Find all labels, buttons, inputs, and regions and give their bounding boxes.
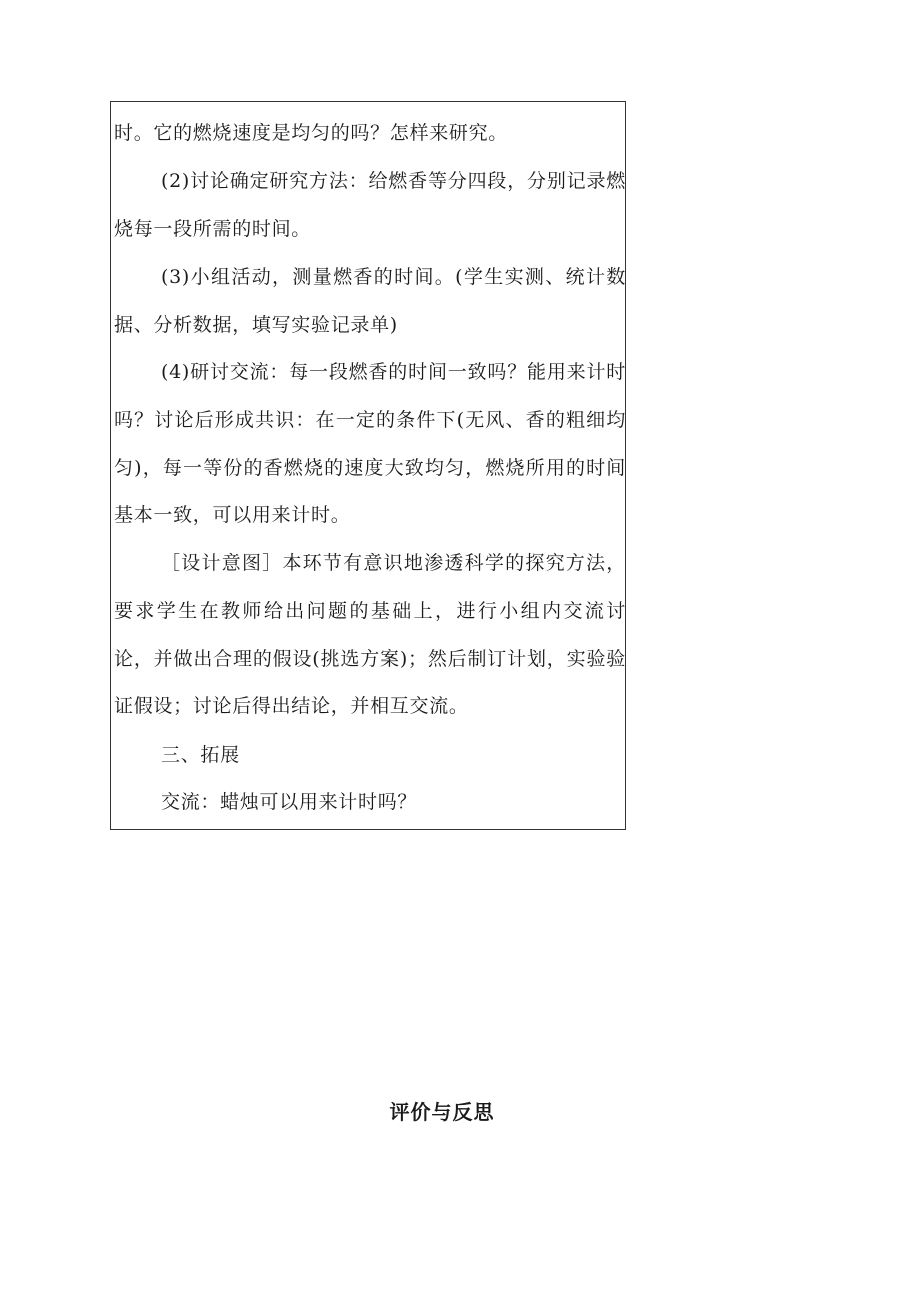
heading-extension: 三、拓展: [161, 744, 240, 766]
paragraph-step-2: (2)讨论确定研究方法：给燃香等分四段，分别记录燃烧每一段所需的时间。: [114, 170, 626, 240]
lesson-content-box: [110, 101, 626, 830]
paragraph-design-intent: ［设计意图］本环节有意识地渗透科学的探究方法，要求学生在教师给出问题的基础上，进行小组内交流讨论，并做出合理的假设(挑选方案)；然后制订计划，实验验证假设；讨论后得出结论，并相互交流。: [114, 552, 626, 718]
paragraph-step-3: (3)小组活动，测量燃香的时间。(学生实测、统计数据、分析数据，填写实验记录单): [114, 266, 626, 336]
paragraph-step-4: (4)研讨交流：每一段燃香的时间一致吗？能用来计时吗？讨论后形成共识：在一定的条件下(无风、香的粗细均匀)，每一等份的香燃烧的速度大致均匀，燃烧所用的时间基本一致，可以用来计时。: [114, 361, 626, 527]
paragraph-exchange-question: 交流：蜡烛可以用来计时吗？: [161, 791, 418, 813]
section-title-evaluation: 评价与反思: [389, 1100, 495, 1124]
paragraph-continuation: 时。它的燃烧速度是均匀的吗？怎样来研究。: [114, 122, 509, 144]
